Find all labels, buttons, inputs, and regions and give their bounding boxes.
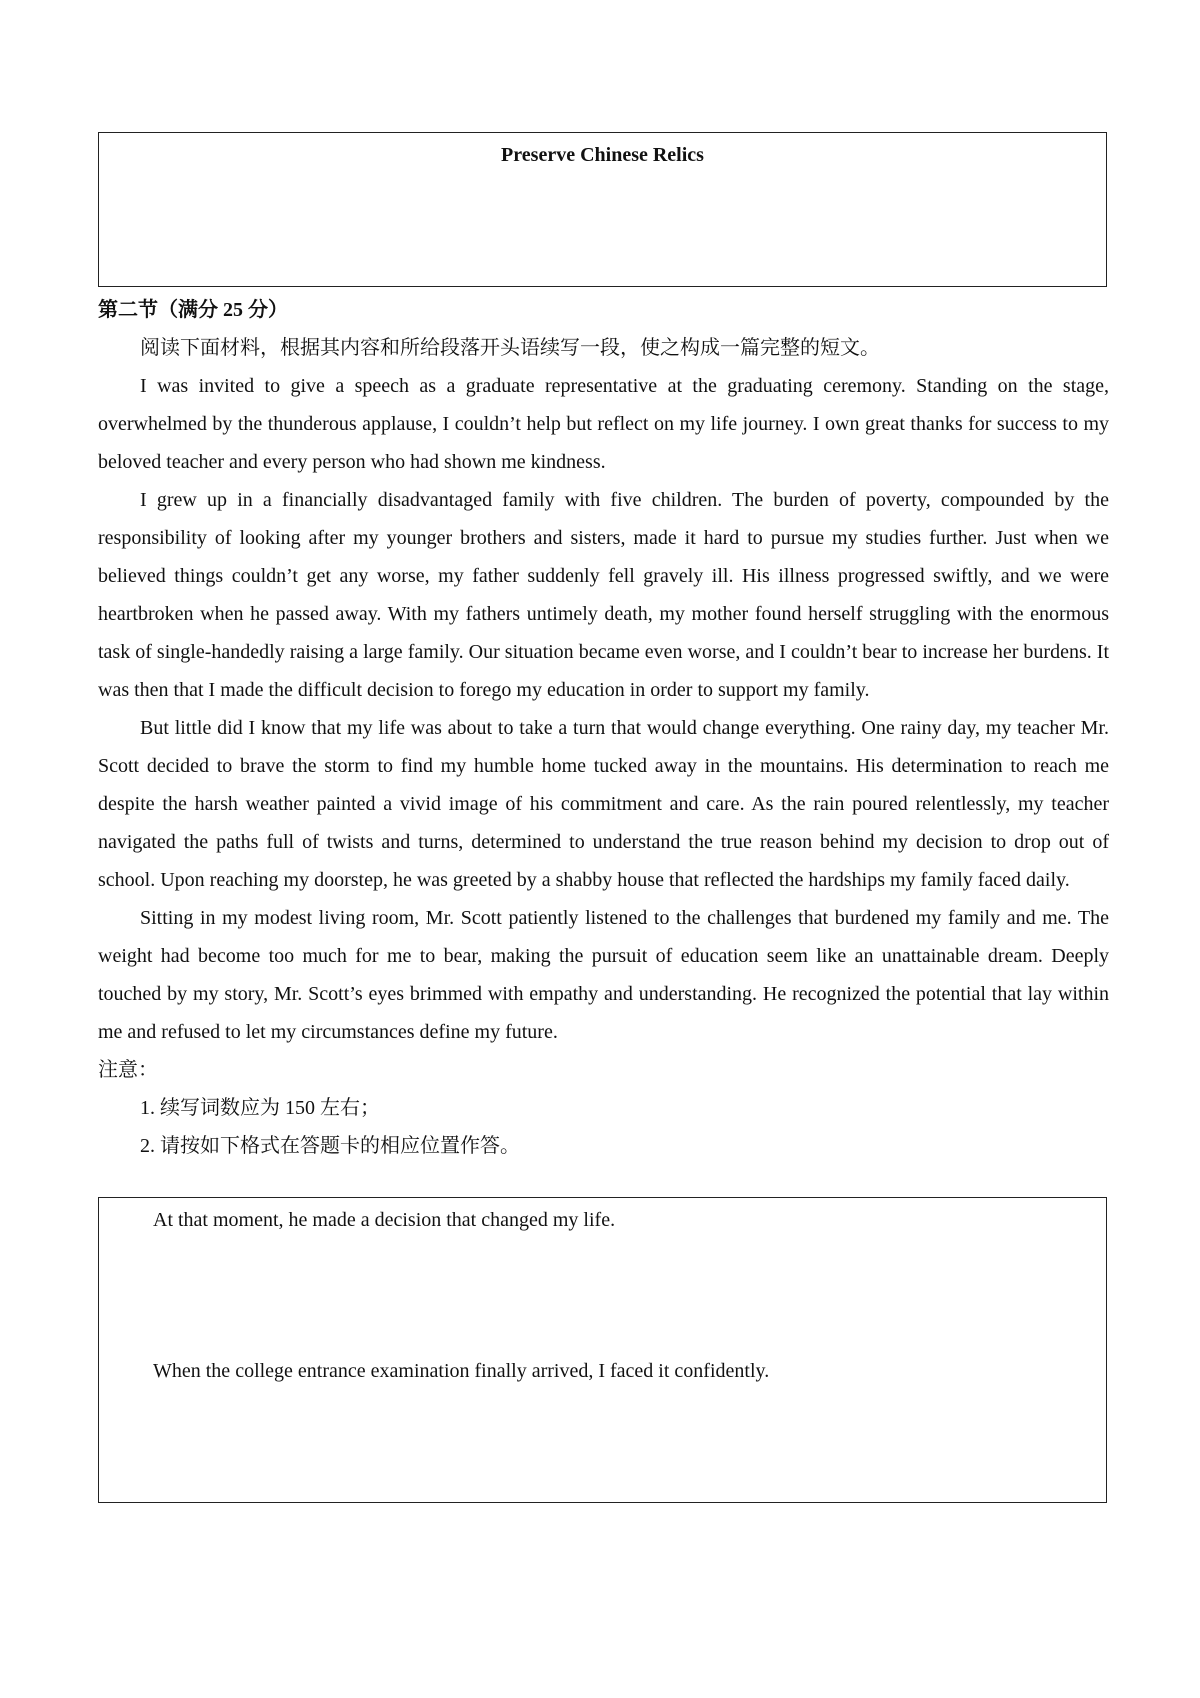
note-item: 2. 请按如下格式在答题卡的相应位置作答。 — [140, 1135, 520, 1157]
essay-title: Preserve Chinese Relics — [501, 144, 704, 166]
note-item: 1. 续写词数应为 150 左右； — [140, 1097, 380, 1119]
story-paragraph: Sitting in my modest living room, Mr. Scott patiently listened to the challenges that burdened my family and me. The weight had become too much for me to bear, making the pursuit of education seem like an unattainable dream. Deeply touched by my story, Mr. Scott’s eyes brimmed with empathy and understanding. He recognized the potential that lay within me and refused to let my circumstances define my future. — [98, 907, 1109, 1043]
story-paragraph: I was invited to give a speech as a graduate representative at the graduating ceremony. Standing on the stage, overwhelmed by the thunderous applause, I couldn’t help but reflect on my life journey. I own great thanks for success to my beloved teacher and every person who had shown me kindness. — [98, 375, 1109, 473]
paragraph-starter-2: When the college entrance examination finally arrived, I faced it confidently. — [153, 1360, 770, 1382]
section-heading: 第二节（满分 25 分） — [98, 299, 288, 321]
writing-box-top — [98, 132, 1107, 287]
story-paragraph: But little did I know that my life was about to take a turn that would change everything. One rainy day, my teacher Mr. Scott decided to brave the storm to find my humble home tucked away in the mountains. His determination to reach me despite the harsh weather painted a vivid image of his commitment and care. As the rain poured relentlessly, my teacher navigated the paths full of twists and turns, determined to understand the true reason behind my decision to drop out of school. Upon reaching my doorstep, he was greeted by a shabby house that reflected the hardships my family faced daily. — [98, 717, 1109, 891]
instruction-text: 阅读下面材料，根据其内容和所给段落开头语续写一段，使之构成一篇完整的短文。 — [140, 337, 880, 359]
section-two — [98, 291, 1109, 1165]
paragraph-starter-1: At that moment, he made a decision that changed my life. — [153, 1209, 616, 1231]
story-paragraph: I grew up in a financially disadvantaged family with five children. The burden of poverty, compounded by the responsibility of looking after my younger brothers and sisters, made it hard to pursue my studies further. Just when we believed things couldn’t get any worse, my father suddenly fell gravely ill. His illness progressed swiftly, and we were heartbroken when he passed away. With my fathers untimely death, my mother found herself struggling with the enormous task of single-handedly raising a large family. Our situation became even worse, and I couldn’t bear to increase her burdens. It was then that I made the difficult decision to forego my education in order to support my family. — [98, 489, 1109, 701]
answer-box — [98, 1197, 1107, 1503]
note-label: 注意： — [98, 1059, 158, 1081]
